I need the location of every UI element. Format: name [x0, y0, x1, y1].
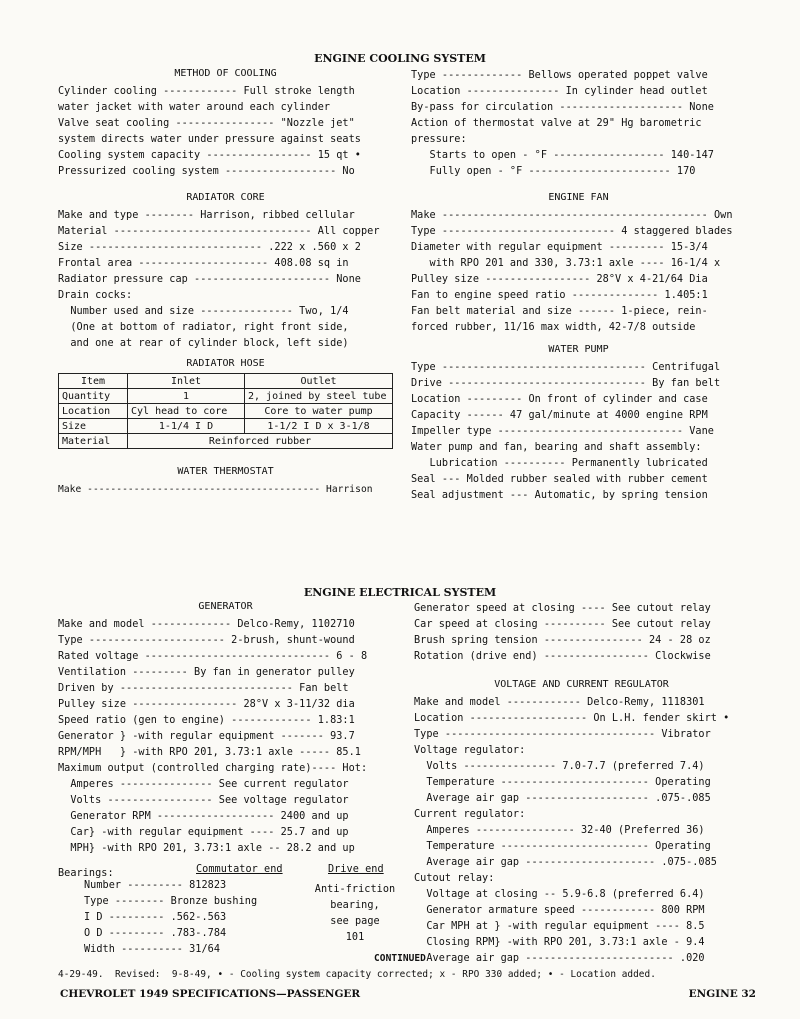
spec-line: Number used and size --------------- Two, 1/4	[58, 306, 349, 317]
table-cell: 1-1/4 I D	[128, 419, 245, 434]
spec-line: Volts --------------- 7.0-7.7 (preferred 7.4)	[414, 761, 705, 772]
spec-line: system directs water under pressure against seats	[58, 134, 361, 145]
spec-line: Cylinder cooling ------------ Full stroke length	[58, 86, 355, 97]
radiator-hose-table	[58, 373, 393, 449]
table-cell: Location	[59, 404, 128, 419]
spec-line: pressure:	[411, 134, 467, 145]
table-cell: Reinforced rubber	[128, 434, 393, 449]
spec-line: Seal --- Molded rubber sealed with rubber cement	[411, 474, 708, 485]
table-row	[59, 389, 393, 404]
cooling-section-title: ENGINE COOLING SYSTEM	[314, 52, 486, 65]
spec-line: Cutout relay:	[414, 873, 495, 884]
spec-line: Fan belt material and size ------ 1-piece, rein-	[411, 306, 708, 317]
spec-line: Type ---------------------------- 4 staggered blades	[411, 226, 733, 237]
spec-line: Maximum output (controlled charging rate)---- Hot:	[58, 763, 368, 774]
spec-line: Location --------- On front of cylinder and case	[411, 394, 708, 405]
spec-line: Drain cocks:	[58, 290, 133, 301]
spec-line: Amperes ---------------- 32-40 (Preferred 36)	[414, 825, 705, 836]
water-pump-heading: WATER PUMP	[548, 344, 609, 355]
spec-line: Location --------------- In cylinder head outlet	[411, 86, 708, 97]
spec-line: Temperature ------------------------ Operating	[414, 841, 711, 852]
table-cell: 1-1/2 I D x 3-1/8	[245, 419, 393, 434]
spec-line: Speed ratio (gen to engine) ------------- 1.83:1	[58, 715, 355, 726]
spec-line: Impeller type ------------------------------ Vane	[411, 426, 714, 437]
spec-line: MPH} -with RPO 201, 3.73:1 axle -- 28.2 and up	[58, 843, 355, 854]
radiator-core-heading: RADIATOR CORE	[186, 192, 265, 203]
table-header-cell: Inlet	[128, 374, 245, 389]
table-header-cell: Outlet	[245, 374, 393, 389]
table-row	[59, 404, 393, 419]
spec-line: Brush spring tension ---------------- 24 - 28 oz	[414, 635, 711, 646]
spec-line: Anti-friction	[314, 884, 396, 895]
table-cell: Cyl head to core	[128, 404, 245, 419]
table-cell: Quantity	[59, 389, 128, 404]
spec-line: RPM/MPH } -with RPO 201, 3.73:1 axle ----- 85.1	[58, 747, 361, 758]
spec-line: Type --------------------------------- Centrifugal	[411, 362, 721, 373]
spec-line: Location ------------------- On L.H. fender skirt •	[414, 713, 730, 724]
table-row	[59, 434, 393, 449]
spec-line: Generator } -with regular equipment ------- 93.7	[58, 731, 355, 742]
spec-line: Capacity ------ 47 gal/minute at 4000 engine RPM	[411, 410, 708, 421]
table-cell: 2, joined by steel tube	[245, 389, 393, 404]
spec-line: Fully open - °F ----------------------- 170	[411, 166, 696, 177]
spec-line: Current regulator:	[414, 809, 526, 820]
water-thermostat-heading: WATER THERMOSTAT	[177, 466, 274, 477]
spec-line: Starts to open - °F ------------------ 140-147	[411, 150, 714, 161]
drive-end-heading: Drive end	[328, 864, 384, 875]
spec-line: water jacket with water around each cylinder	[58, 102, 331, 113]
spec-line: Size ---------------------------- .222 x .560 x 2	[58, 242, 361, 253]
generator-heading: GENERATOR	[198, 601, 253, 612]
spec-line: Type -------- Bronze bushing	[84, 896, 258, 907]
spec-line: bearing,	[330, 900, 380, 911]
table-row	[59, 419, 393, 434]
footer-left: CHEVROLET 1949 SPECIFICATIONS—PASSENGER	[60, 988, 361, 1000]
spec-line: Temperature ------------------------ Operating	[414, 777, 711, 788]
spec-line: Volts ----------------- See voltage regulator	[58, 795, 349, 806]
regulator-heading: VOLTAGE AND CURRENT REGULATOR	[494, 679, 669, 690]
spec-line: I D --------- .562-.563	[84, 912, 227, 923]
table-cell: Core to water pump	[245, 404, 393, 419]
spec-line: Pulley size ----------------- 28°V x 3-11/32 dia	[58, 699, 355, 710]
spec-line: Make and type -------- Harrison, ribbed cellular	[58, 210, 355, 221]
spec-line: Closing RPM} -with RPO 201, 3.73:1 axle - 9.4	[414, 937, 705, 948]
spec-line: Ventilation --------- By fan in generator pulley	[58, 667, 355, 678]
table-cell: Size	[59, 419, 128, 434]
spec-line: Water pump and fan, bearing and shaft assembly:	[411, 442, 702, 453]
spec-line: (One at bottom of radiator, right front side,	[58, 322, 349, 333]
spec-line: Generator speed at closing ---- See cutout relay	[414, 603, 711, 614]
spec-line: Action of thermostat valve at 29" Hg barometric	[411, 118, 702, 129]
spec-line: Pulley size ----------------- 28°V x 4-21/64 Dia	[411, 274, 708, 285]
spec-line: Generator RPM ------------------- 2400 and up	[58, 811, 349, 822]
spec-line: and one at rear of cylinder block, left side)	[58, 338, 349, 349]
spec-line: Material -------------------------------- All copper	[58, 226, 380, 237]
spec-line: Radiator pressure cap ---------------------- None	[58, 274, 361, 285]
spec-line: Average air gap ------------------------ .020	[414, 953, 705, 964]
spec-line: Diameter with regular equipment --------- 15-3/4	[411, 242, 708, 253]
spec-line: Frontal area --------------------- 408.08 sq in	[58, 258, 349, 269]
table-header-row	[59, 374, 393, 389]
spec-line: Car} -with regular equipment ---- 25.7 and up	[58, 827, 349, 838]
spec-line: Seal adjustment --- Automatic, by spring tension	[411, 490, 708, 501]
spec-line: Car MPH at } -with regular equipment ---- 8.5	[414, 921, 705, 932]
spec-line: Rotation (drive end) ----------------- Clockwise	[414, 651, 711, 662]
spec-line: Cooling system capacity ----------------- 15 qt •	[58, 150, 361, 161]
spec-line: Type ---------------------- 2-brush, shunt-wound	[58, 635, 355, 646]
spec-line: Lubrication ---------- Permanently lubricated	[411, 458, 708, 469]
spec-line: Make and model ------------ Delco-Remy, 1118301	[414, 697, 705, 708]
table-cell: 1	[128, 389, 245, 404]
continued-label: CONTINUED	[374, 953, 426, 964]
method-of-cooling-heading: METHOD OF COOLING	[174, 68, 277, 79]
spec-line: Type ------------- Bellows operated poppet valve	[411, 70, 708, 81]
spec-line: Average air gap -------------------- .075-.085	[414, 793, 711, 804]
spec-line: forced rubber, 11/16 max width, 42-7/8 outside	[411, 322, 696, 333]
spec-line: Pressurized cooling system ------------------ No	[58, 166, 355, 177]
spec-line: Amperes --------------- See current regulator	[58, 779, 349, 790]
spec-line: By-pass for circulation -------------------- None	[411, 102, 714, 113]
commutator-end-heading: Commutator end	[196, 864, 283, 875]
table-cell: Material	[59, 434, 128, 449]
spec-line: Generator armature speed ------------ 800 RPM	[414, 905, 705, 916]
revision-note: 4-29-49. Revised: 9-8-49, • - Cooling system capacity corrected; x - RPO 330 added; • - Location added.	[58, 969, 656, 980]
spec-line: Valve seat cooling ---------------- "Nozzle jet"	[58, 118, 355, 129]
spec-line: see page	[330, 916, 380, 927]
spec-line: Fan to engine speed ratio -------------- 1.405:1	[411, 290, 708, 301]
spec-line: with RPO 201 and 330, 3.73:1 axle ---- 16-1/4 x	[411, 258, 721, 269]
spec-line: Car speed at closing ---------- See cutout relay	[414, 619, 711, 630]
engine-fan-heading: ENGINE FAN	[548, 192, 609, 203]
table-header-cell: Item	[59, 374, 128, 389]
bearings-label: Bearings:	[58, 868, 114, 879]
spec-line: 101	[345, 932, 365, 943]
spec-line: Voltage regulator:	[414, 745, 526, 756]
spec-line: Number --------- 812823	[84, 880, 227, 891]
spec-line: Voltage at closing -- 5.9-6.8 (preferred 6.4)	[414, 889, 705, 900]
spec-line: Make ------------------------------------------- Own	[411, 210, 733, 221]
spec-line: Make and model ------------- Delco-Remy, 1102710	[58, 619, 355, 630]
radiator-hose-heading: RADIATOR HOSE	[186, 358, 265, 369]
spec-line: Drive -------------------------------- By fan belt	[411, 378, 721, 389]
footer-right: ENGINE 32	[688, 988, 756, 1000]
spec-line: Width ---------- 31/64	[84, 944, 221, 955]
spec-line: O D --------- .783-.784	[84, 928, 227, 939]
spec-line: Make ---------------------------------------- Harrison	[58, 484, 373, 495]
spec-line: Rated voltage ------------------------------ 6 - 8	[58, 651, 368, 662]
spec-line: Driven by ---------------------------- Fan belt	[58, 683, 349, 694]
spec-line: Average air gap --------------------- .075-.085	[414, 857, 717, 868]
spec-line: Type ---------------------------------- Vibrator	[414, 729, 711, 740]
electrical-section-title: ENGINE ELECTRICAL SYSTEM	[303, 586, 497, 599]
